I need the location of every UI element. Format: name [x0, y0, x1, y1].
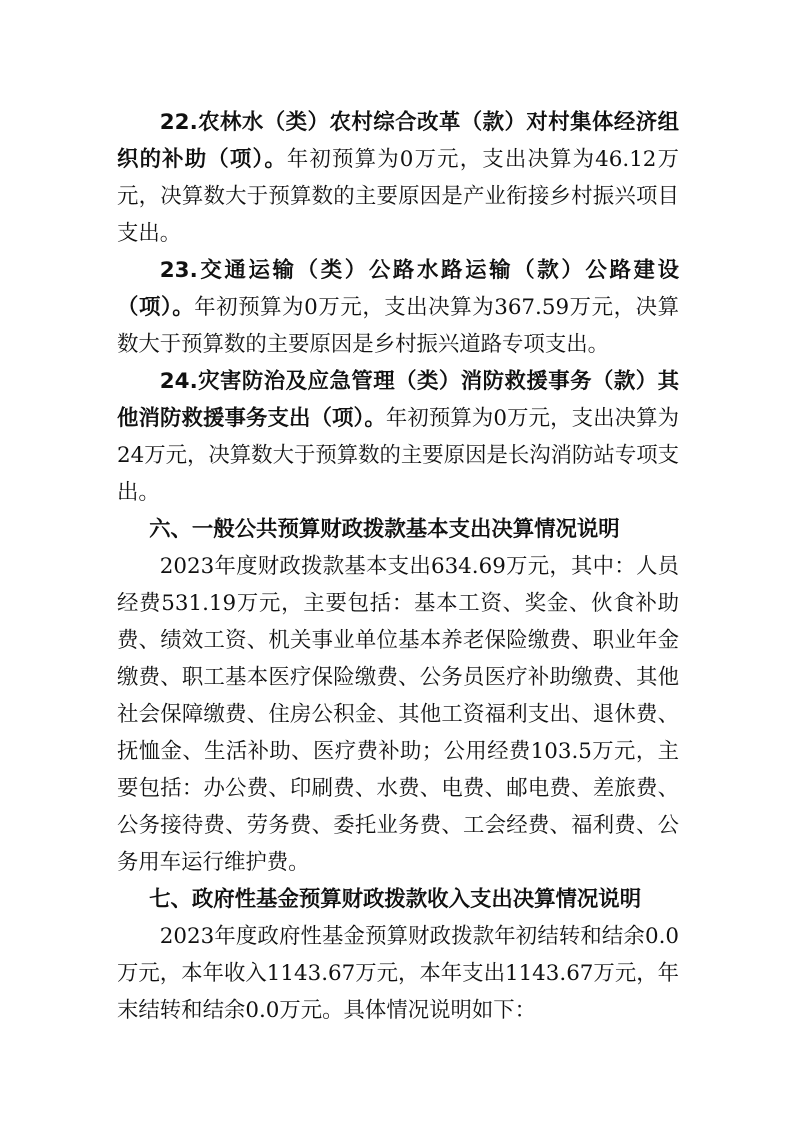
item-24-body: 年初预算为0万元，支出决算为24万元，决算数大于预算数的主要原因是长沟消防站专项支出。: [117, 406, 679, 505]
item-22-body: 年初预算为0万元，支出决算为46.12万元，决算数大于预算数的主要原因是产业衔接乡村振兴项目支出。: [117, 147, 679, 246]
document-page: [117, 104, 679, 1029]
section-6-body: 2023年度财政拨款基本支出634.69万元，其中：人员经费531.19万元，主要包括：基本工资、奖金、伙食补助费、绩效工资、机关事业单位基本养老保险缴费、职业年金缴费、职工基本医疗保险缴费、公务员医疗补助缴费、其他社会保障缴费、住房公积金、其他工资福利支出、退休费、抚恤金、生活补助、医疗费补助；公用经费103.5万元，主要包括：办公费、印刷费、水费、电费、邮电费、差旅费、公务接待费、劳务费、委托业务费、工会经费、福利费、公务用车运行维护费。: [117, 554, 679, 875]
item-22-title: 22.农林水（类）农村综合改革（款）对村集体经济组织的补助（项）。: [117, 110, 679, 172]
item-23: [117, 252, 679, 363]
item-23-body: 年初预算为0万元，支出决算为367.59万元，决算数大于预算数的主要原因是乡村振兴道路专项支出。: [117, 295, 679, 357]
section-7-heading: 七、政府性基金预算财政拨款收入支出决算情况说明: [149, 887, 642, 912]
section-6-heading: 六、一般公共预算财政拨款基本支出决算情况说明: [149, 517, 620, 542]
item-24: [117, 363, 679, 511]
section-7-body: 2023年度政府性基金预算财政拨款年初结转和结余0.0万元，本年收入1143.67万元，本年支出1143.67万元，年末结转和结余0.0万元。具体情况说明如下：: [117, 924, 679, 1023]
item-22: [117, 104, 679, 252]
item-24-title: 24.灾害防治及应急管理（类）消防救援事务（款）其他消防救援事务支出（项）。: [117, 369, 679, 431]
item-23-title: 23.交通运输（类）公路水路运输（款）公路建设（项）。: [117, 258, 679, 320]
